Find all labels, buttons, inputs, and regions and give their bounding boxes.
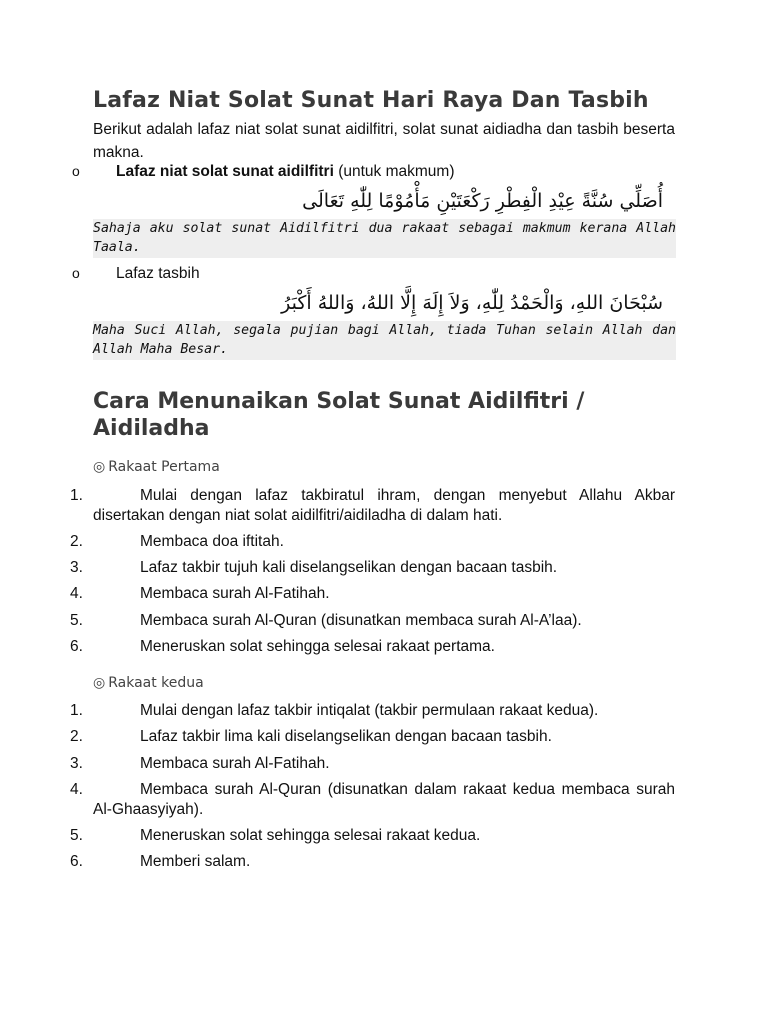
- intro-paragraph: Berikut adalah lafaz niat solat sunat aidilfitri, solat sunat aidiadha dan tasbih beserta makna.: [93, 121, 675, 161]
- circle-bullet-icon: ◎: [93, 459, 106, 475]
- tasbih-meaning: Maha Suci Allah, segala pujian bagi Allah, tiada Tuhan selain Allah dan Allah Maha Besar.: [93, 321, 676, 360]
- step-text: Mulai dengan lafaz takbir intiqalat (takbir permulaan rakaat kedua).: [140, 702, 599, 719]
- circle-bullet-icon: ◎: [93, 675, 106, 691]
- niat-meaning: Sahaja aku solat sunat Aidilfitri dua rakaat sebagai makmum kerana Allah Taala.: [93, 219, 676, 258]
- step-number: 2.: [70, 533, 83, 550]
- tasbih-arabic: سُبْحَانَ اللهِ، وَالْحَمْدُ لِلّٰهِ، وَلاَ إِلَهَ إِلَّا اللهُ، وَاللهُ أَكْبَرُ: [281, 292, 663, 314]
- step-number: 1.: [70, 702, 83, 719]
- step-number: 3.: [70, 755, 83, 772]
- step-text: Membaca surah Al-Quran (disunatkan dalam rakaat kedua membaca surah Al-Ghaasyiyah).: [93, 781, 675, 818]
- step-text: Mulai dengan lafaz takbiratul ihram, dengan menyebut Allahu Akbar disertakan dengan niat solat aidilfitri/aidiladha di dalam hati.: [93, 487, 675, 524]
- step-text: Membaca surah Al-Fatihah.: [140, 585, 330, 602]
- step-number: 1.: [70, 487, 83, 504]
- step-text: Membaca doa iftitah.: [140, 533, 284, 550]
- niat-arabic: أُصَلِّي سُنَّةً عِيْدِ الْفِطْرِ رَكْعَتَيْنِ مَأْمُوْمًا لِلّٰهِ تَعَالَى: [302, 190, 663, 212]
- step-number: 5.: [70, 612, 83, 629]
- rakaat-kedua-label: Rakaat kedua: [108, 675, 204, 691]
- section-title: Cara Menunaikan Solat Sunat Aidilfitri / Aidiladha: [93, 389, 585, 441]
- step-text: Memberi salam.: [140, 853, 251, 870]
- step-number: 4.: [70, 781, 83, 798]
- step-text: Meneruskan solat sehingga selesai rakaat kedua.: [140, 827, 481, 844]
- niat-label: [116, 163, 455, 181]
- rakaat-pertama-label: Rakaat Pertama: [108, 459, 220, 475]
- page-title: Lafaz Niat Solat Sunat Hari Raya Dan Tasbih: [93, 88, 649, 113]
- bullet-marker: o: [72, 265, 80, 281]
- step-text: Membaca surah Al-Quran (disunatkan membaca surah Al-A’laa).: [140, 612, 582, 629]
- bullet-marker: o: [72, 163, 80, 179]
- tasbih-label: Lafaz tasbih: [116, 265, 200, 282]
- step-number: 6.: [70, 638, 83, 655]
- step-number: 6.: [70, 853, 83, 870]
- rakaat-pertama-heading: [93, 459, 220, 475]
- niat-label-bold: Lafaz niat solat sunat aidilfitri: [116, 163, 334, 180]
- rakaat-kedua-heading: [93, 675, 204, 691]
- step-number: 2.: [70, 728, 83, 745]
- step-number: 3.: [70, 559, 83, 576]
- niat-label-rest: (untuk makmum): [333, 163, 455, 180]
- step-text: Lafaz takbir lima kali diselangselikan dengan bacaan tasbih.: [140, 728, 552, 745]
- step-number: 5.: [70, 827, 83, 844]
- step-text: Lafaz takbir tujuh kali diselangselikan dengan bacaan tasbih.: [140, 559, 558, 576]
- step-number: 4.: [70, 585, 83, 602]
- step-text: Membaca surah Al-Fatihah.: [140, 755, 330, 772]
- step-text: Meneruskan solat sehingga selesai rakaat pertama.: [140, 638, 495, 655]
